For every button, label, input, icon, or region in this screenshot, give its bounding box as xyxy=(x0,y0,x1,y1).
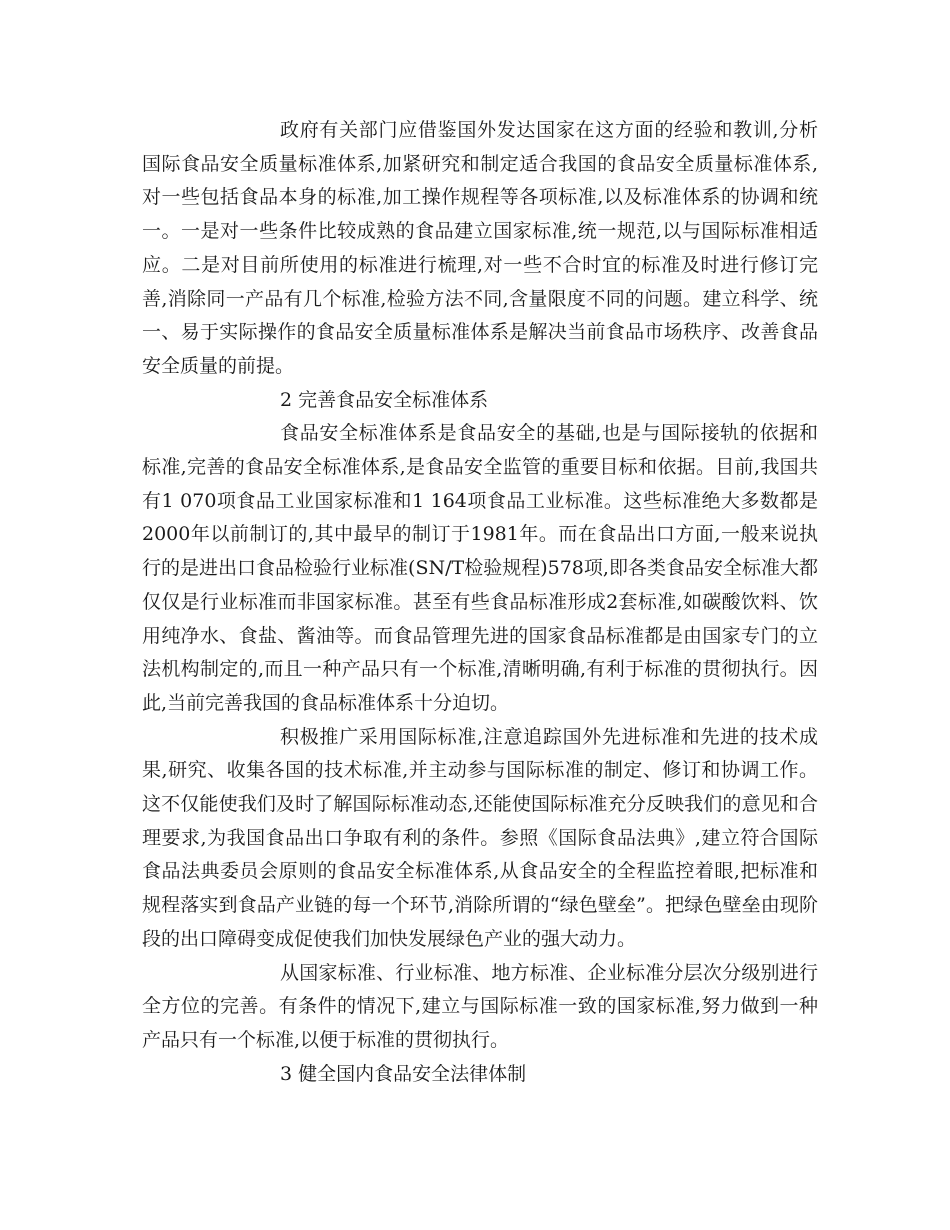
section-heading-2: 2 完善食品安全标准体系 xyxy=(280,388,489,411)
document-page xyxy=(142,114,818,1091)
paragraph-standards-basis: 食品安全标准体系是食品安全的基础,也是与国际接轨的依据和标准,完善的食品安全标准体系,是食品安全监管的重要目标和依据。目前,我国共有1 070项食品工业国家标准和1 164项食品工业标准。这些标准绝大多数都是2000年以前制订的,其中最早的制订于1981年。而在食品出口方面,一般来说执行的是进出口食品检验行业标准(SN/T检验规程)578项,即各类食品安全标准大都仅仅是行业标准而非国家标准。甚至有些食品标准形成2套标准,如碳酸饮料、饮用纯净水、食盐、酱油等。而食品管理先进的国家食品标准都是由国家专门的立法机构制定的,而且一种产品只有一个标准,清晰明确,有利于标准的贯彻执行。因此,当前完善我国的食品标准体系十分迫切。 xyxy=(142,422,818,714)
paragraph-standards-system-proposal: 政府有关部门应借鉴国外发达国家在这方面的经验和教训,分析国际食品安全质量标准体系,加紧研究和制定适合我国的食品安全质量标准体系,对一些包括食品本身的标准,加工操作规程等各项标准,以及标准体系的协调和统一。一是对一些条件比较成熟的食品建立国家标准,统一规范,以与国际标准相适应。二是对目前所使用的标准进行梳理,对一些不合时宜的标准及时进行修订完善,消除同一产品有几个标准,检验方法不同,含量限度不同的问题。建立科学、统一、易于实际操作的食品安全质量标准体系是解决当前食品市场秩序、改善食品安全质量的前提。 xyxy=(142,119,818,377)
paragraph-hierarchical-improvement: 从国家标准、行业标准、地方标准、企业标准分层次分级别进行全方位的完善。有条件的情况下,建立与国际标准一致的国家标准,努力做到一种产品只有一个标准,以便于标准的贯彻执行。 xyxy=(142,961,818,1051)
section-heading-3: 3 健全国内食品安全法律体制 xyxy=(280,1062,527,1085)
paragraph-international-standards: 积极推广采用国际标准,注意追踪国外先进标准和先进的技术成果,研究、收集各国的技术标准,并主动参与国际标准的制定、修订和协调工作。这不仅能使我们及时了解国际标准动态,还能使国际标准充分反映我们的意见和合理要求,为我国食品出口争取有利的条件。参照《国际食品法典》,建立符合国际食品法典委员会原则的食品安全标准体系,从食品安全的全程监控着眼,把标准和规程落实到食品产业链的每一个环节,消除所谓的“绿色壁垒”。把绿色壁垒由现阶段的出口障碍变成促使我们加快发展绿色产业的强大动力。 xyxy=(142,725,818,950)
